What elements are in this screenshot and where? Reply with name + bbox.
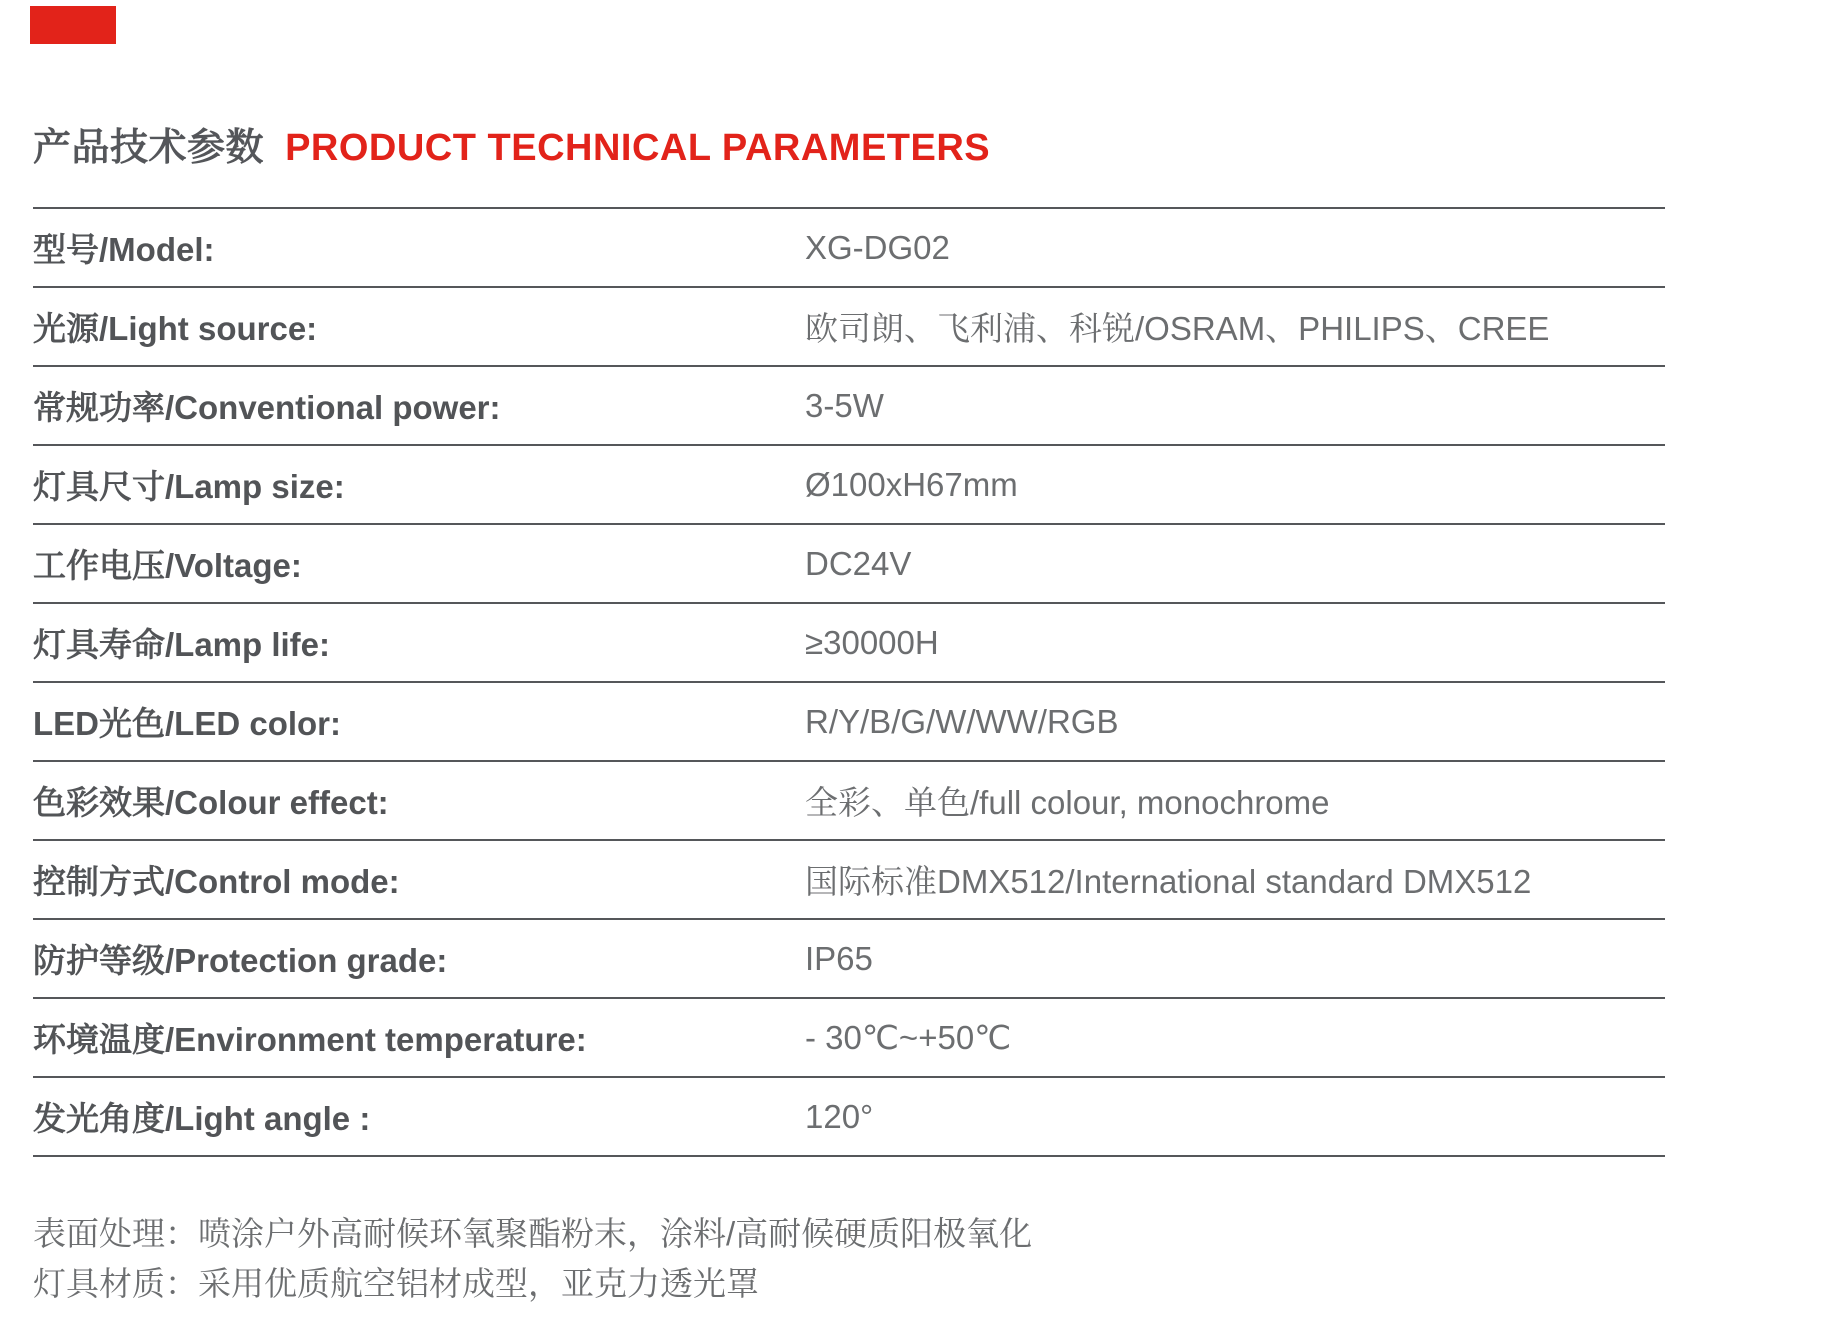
row-value: 国际标准DMX512/International standard DMX512 [805,863,1532,900]
row-label: 环境温度/Environment temperature: [33,1021,587,1058]
table-row [33,367,1665,446]
row-label: 常规功率/Conventional power: [33,389,501,426]
row-label: LED光色/LED color: [33,705,342,742]
row-value: 3-5W [805,386,884,424]
row-value: R/Y/B/G/W/WW/RGB [805,702,1119,740]
row-value: 120° [805,1097,874,1135]
table-row [33,446,1665,525]
table-row [33,209,1665,288]
table-row [33,1078,1665,1157]
row-value: 欧司朗、飞利浦、科锐/OSRAM、PHILIPS、CREE [805,310,1550,347]
page-title-en: PRODUCT TECHNICAL PARAMETERS [285,127,991,169]
row-label: 灯具寿命/Lamp life: [33,626,331,663]
page-title-zh: 产品技术参数 [33,127,265,169]
row-label: 光源/Light source: [33,310,318,347]
row-value: Ø100xH67mm [805,465,1018,503]
row-value: DC24V [805,544,912,582]
table-row [33,762,1665,841]
table-row [33,525,1665,604]
row-label: 灯具尺寸/Lamp size: [33,468,345,505]
row-value: 全彩、单色/full colour, monochrome [805,784,1330,821]
row-label: 防护等级/Protection grade: [33,942,448,979]
row-label: 色彩效果/Colour effect: [33,784,389,821]
footer-surface-treatment: 表面处理：喷涂户外高耐候环氧聚酯粉末，涂料/高耐候硬质阳极氧化 [33,1215,1033,1252]
footer-lamp-material: 灯具材质：采用优质航空铝材成型，亚克力透光罩 [33,1265,759,1302]
row-label: 型号/Model: [33,231,215,268]
technical-parameters-table [33,207,1665,1157]
brand-accent-bar [30,6,116,44]
table-row [33,999,1665,1078]
footer-notes [33,1209,1032,1309]
row-label: 控制方式/Control mode: [33,863,400,900]
row-label: 工作电压/Voltage: [33,547,302,584]
table-row [33,841,1665,920]
table-row [33,920,1665,999]
row-value: ≥30000H [805,623,939,661]
row-value: IP65 [805,939,873,977]
row-value: XG-DG02 [805,228,950,266]
table-row [33,288,1665,367]
table-row [33,683,1665,762]
table-row [33,604,1665,683]
page-title [33,116,990,171]
row-value: - 30℃~+50℃ [805,1019,1012,1056]
row-label: 发光角度/Light angle : [33,1100,371,1137]
